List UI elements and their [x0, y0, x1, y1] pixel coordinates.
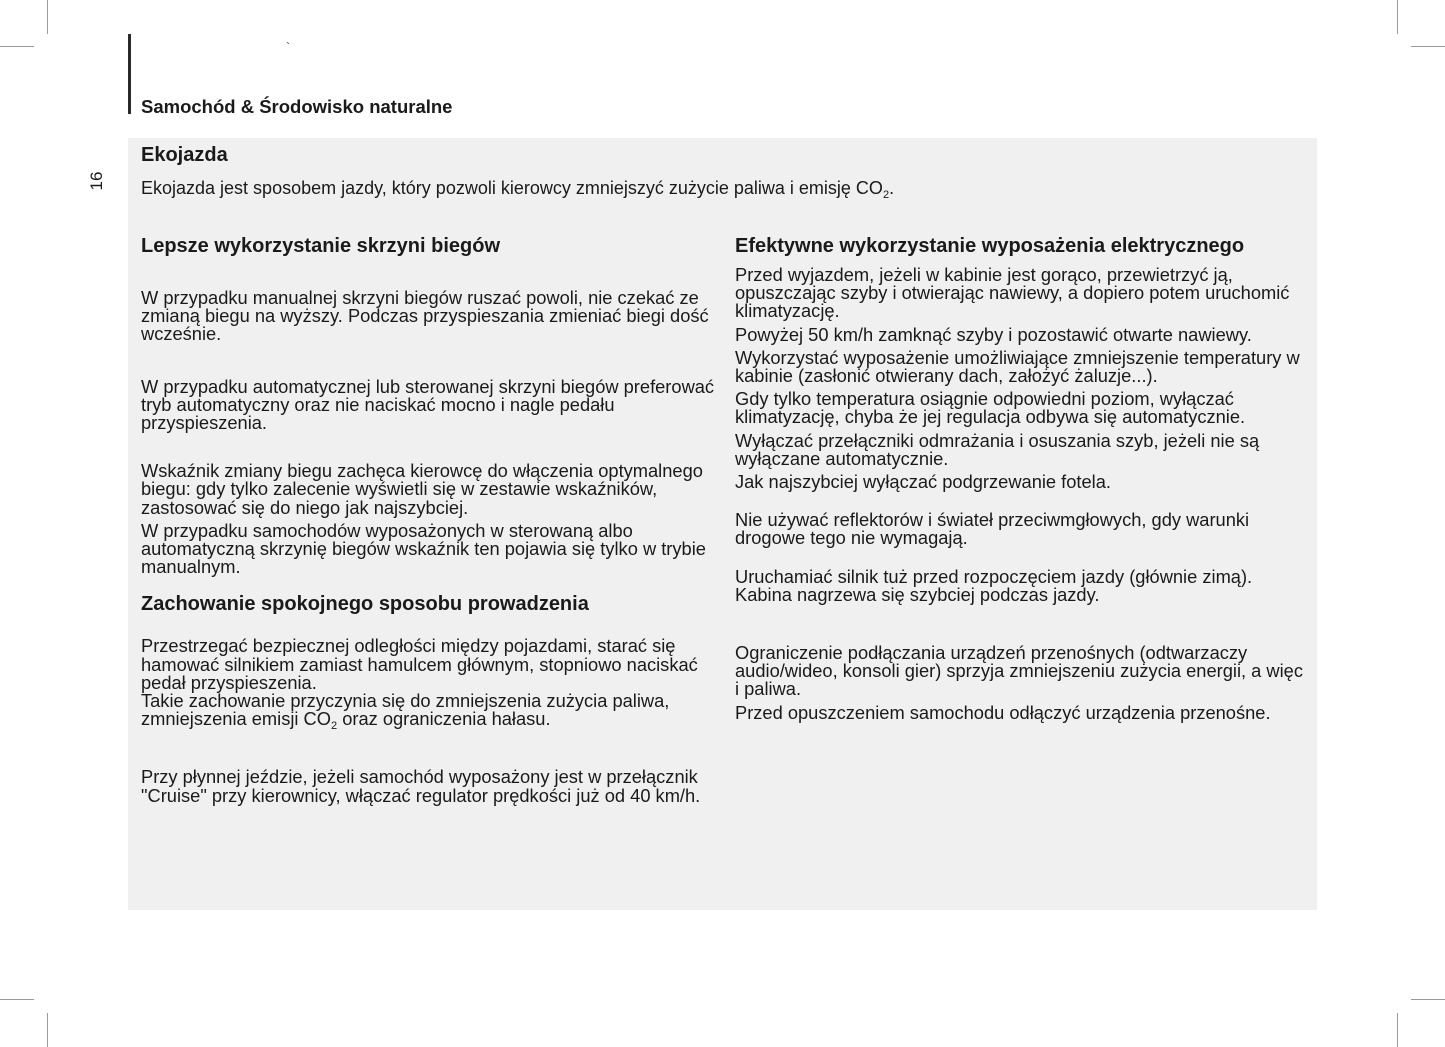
paragraph: Przestrzegać bezpiecznej odległości między pojazdami, starać się hamować silnikiem zamiast hamulcem głównym, stopniowo naciskać pedał przyspieszenia.	[141, 635, 698, 693]
paragraph: W przypadku samochodów wyposażonych w sterowaną albo automatyczną skrzynię biegów wskaźnik ten pojawia się tylko w trybie manualnym.	[141, 519, 706, 578]
intro-text: Ekojazda jest sposobem jazdy, który pozwoli kierowcy zmniejszyć zużycie paliwa i emisję $CO_2$.	[141, 178, 895, 201]
crop-mark	[1397, 0, 1398, 34]
crop-mark	[1411, 999, 1445, 1000]
paragraph: Nie używać reflektorów i świateł przeciwmgłowych, gdy warunki drogowe tego nie wymagają.	[735, 509, 1250, 549]
intro-title: Ekojazda	[141, 144, 228, 166]
right-column	[735, 236, 1310, 722]
paragraph: Przed wyjazdem, jeżeli w kabinie jest gorąco, przewietrzyć ją, opuszczając szyby i otwierając nawiewy, a dopiero potem uruchomić klimatyzację.	[735, 264, 1290, 322]
heading-calm-driving: Zachowanie spokojnego sposobu prowadzenia	[141, 593, 589, 616]
paragraph: W przypadku automatycznej lub sterowanej skrzyni biegów preferować tryb automatyczny oraz nie naciskać mocno i nagle pedału przyspieszenia.	[141, 375, 715, 434]
crop-mark	[1411, 46, 1445, 47]
crop-mark	[0, 999, 34, 1000]
crop-mark	[1397, 1013, 1398, 1047]
paragraph: Przed opuszczeniem samochodu odłączyć urządzenia przenośne.	[735, 701, 1271, 723]
paragraph: W przypadku manualnej skrzyni biegów ruszać powoli, nie czekać ze zmianą biegu na wyższy. Podczas przyspieszania zmieniać biegi dość wcześnie.	[141, 287, 709, 345]
paragraph: Przy płynnej jeździe, jeżeli samochód wyposażony jest w przełącznik "Cruise" przy kierownicy, włączać regulator prędkości już od 40 km/h.	[141, 766, 701, 806]
section-title: Samochód & Środowisko naturalne	[141, 96, 453, 117]
paragraph: Wyłączać przełączniki odmrażania i osuszania szyb, jeżeli nie są wyłączane automatycznie.	[735, 429, 1260, 469]
paragraph: Powyżej 50 km/h zamknąć szyby i pozostawić otwarte nawiewy.	[735, 323, 1252, 345]
paragraph: Uruchamiać silnik tuż przed rozpoczęciem jazdy (głównie zimą). Kabina nagrzewa się szybciej podczas jazdy.	[735, 565, 1253, 605]
paragraph: Takie zachowanie przyczynia się do zmniejszenia zużycia paliwa, zmniejszenia emisji $CO_2$ oraz ograniczenia hałasu.	[141, 690, 670, 733]
tick-mark: `	[286, 40, 290, 54]
header-rule	[128, 34, 131, 114]
crop-mark	[0, 46, 34, 47]
heading-electrical: Efektywne wykorzystanie wyposażenia elektrycznego	[735, 235, 1245, 257]
left-column	[141, 236, 721, 805]
page-number: 16	[87, 171, 106, 191]
paragraph: Jak najszybciej wyłączać podgrzewanie fotela.	[735, 471, 1111, 493]
paragraph: Ograniczenie podłączania urządzeń przenośnych (odtwarzaczy audio/wideo, konsoli gier) sprzyja zmniejszeniu zużycia energii, a więc i paliwa.	[735, 642, 1303, 700]
heading-gearbox: Lepsze wykorzystanie skrzyni biegów	[141, 235, 501, 257]
crop-mark	[47, 1013, 48, 1047]
crop-mark	[47, 0, 48, 34]
paragraph: Gdy tylko temperatura osiągnie odpowiedni poziom, wyłączać klimatyzację, chyba że jej regulacja odbywa się automatycznie.	[735, 388, 1246, 428]
paragraph: Wskaźnik zmiany biegu zachęca kierowcę do włączenia optymalnego biegu: gdy tylko zalecenie wyświetli się w zestawie wskaźników, zastosować się do niego jak najszybciej.	[141, 460, 703, 518]
paragraph: Wykorzystać wyposażenie umożliwiające zmniejszenie temperatury w kabinie (zasłonić otwierany dach, założyć żaluzje...).	[735, 346, 1300, 387]
